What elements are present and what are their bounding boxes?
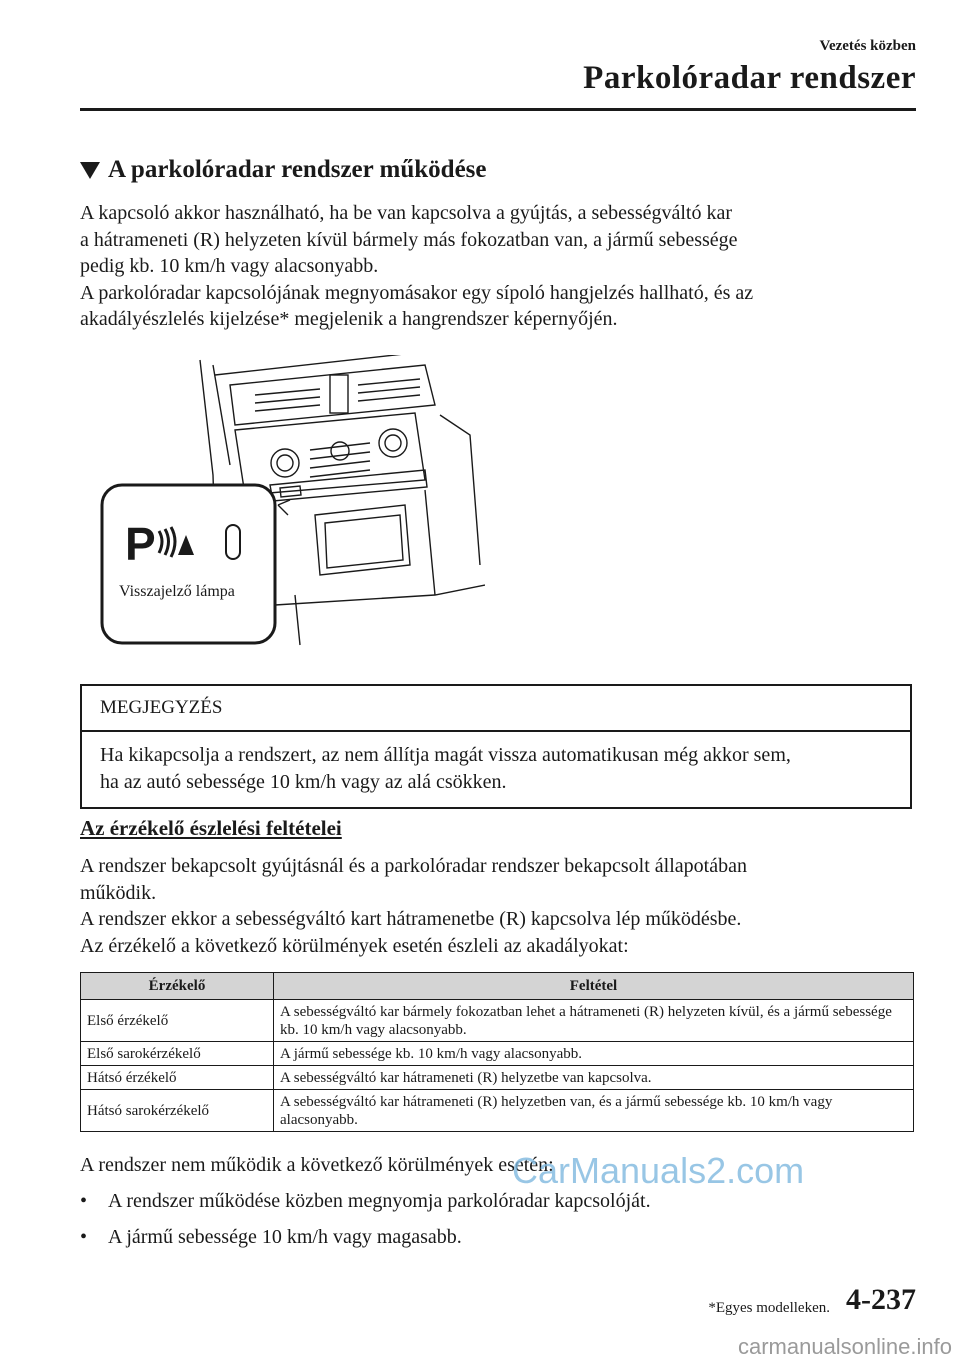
conditions-line: működik. — [80, 881, 157, 904]
indicator-lamp-label: Visszajelző lámpa — [119, 583, 235, 600]
header-section: Vezetés közben — [819, 38, 916, 54]
note-line: Ha kikapcsolja a rendszert, az nem állítja magát vissza automatikusan még akkor sem, — [100, 744, 791, 766]
conditions-line: A rendszer bekapcsolt gyújtásnál és a parkolóradar rendszer bekapcsolt állapotában — [80, 855, 747, 877]
section-title — [80, 156, 487, 184]
table-header-cell: Feltétel — [274, 973, 914, 1000]
intro-line: a hátrameneti (R) helyzeten kívül bármely más fokozatban van, a jármű sebessége — [80, 228, 738, 251]
not-working-intro: A rendszer nem működik a következő körülmények esetén: — [80, 1154, 554, 1176]
condition-cell: A sebességváltó kar hátrameneti (R) helyzetben van, és a jármű sebessége kb. 10 km/h vagy alacsonyabb. — [274, 1090, 914, 1132]
note-heading: MEGJEGYZÉS — [82, 686, 910, 732]
sensor-cell: Első érzékelő — [81, 1000, 274, 1042]
table-row — [81, 1090, 914, 1132]
footer-watermark: carmanualsonline.info — [737, 1334, 952, 1359]
note-box — [80, 684, 912, 809]
footnote: *Egyes modelleken. — [708, 1300, 830, 1316]
header-rule — [80, 108, 916, 111]
header-title: Parkolóradar rendszer — [583, 60, 916, 96]
intro-paragraph — [80, 200, 910, 333]
bullet-dot-icon: • — [80, 1225, 88, 1248]
conditions-line: Az érzékelő a következő körülmények esetén észleli az akadályokat: — [80, 934, 629, 957]
triangle-bullet-icon — [80, 162, 100, 179]
page-number: 4-237 — [846, 1283, 916, 1316]
bullet-dot-icon: • — [80, 1190, 88, 1212]
watermark: CarManuals2.com — [512, 1150, 805, 1191]
section-title-text: A parkolóradar rendszer működése — [108, 156, 487, 183]
list-item-text: A jármű sebessége 10 km/h vagy magasabb. — [108, 1225, 462, 1248]
intro-line: A parkolóradar kapcsolójának megnyomásakor egy sípoló hangjelzés hallható, és az — [80, 281, 754, 304]
sensor-cell: Hátsó sarokérzékelő — [81, 1090, 274, 1132]
intro-line: akadályészlelés kijelzése* megjelenik a hangrendszer képernyőjén. — [80, 308, 618, 330]
intro-line: pedig kb. 10 km/h vagy alacsonyabb. — [80, 255, 379, 277]
bullet-list — [80, 1188, 651, 1259]
table-header-row — [81, 973, 914, 1000]
condition-cell: A sebességváltó kar hátrameneti (R) helyzetbe van kapcsolva. — [274, 1066, 914, 1090]
list-item — [80, 1224, 651, 1251]
condition-cell: A jármű sebessége kb. 10 km/h vagy alacsonyabb. — [274, 1042, 914, 1066]
conditions-line: A rendszer ekkor a sebességváltó kart hátramenetbe (R) kapcsolva lép működésbe. — [80, 908, 742, 930]
subheading: Az érzékelő észlelési feltételei — [80, 816, 342, 840]
svg-text:P: P — [125, 518, 156, 570]
intro-line: A kapcsoló akkor használható, ha be van kapcsolva a gyújtás, a sebességváltó kar — [80, 202, 733, 224]
table-row — [81, 1000, 914, 1042]
sensor-cell: Hátsó érzékelő — [81, 1066, 274, 1090]
sensor-conditions-table — [80, 972, 914, 1132]
note-body — [82, 732, 910, 807]
list-item-text: A rendszer működése közben megnyomja parkolóradar kapcsolóját. — [108, 1190, 651, 1212]
table-header-cell: Érzékelő — [81, 973, 274, 1000]
sensor-cell: Első sarokérzékelő — [81, 1042, 274, 1066]
conditions-paragraph — [80, 853, 910, 959]
condition-cell: A sebességváltó kar bármely fokozatban lehet a hátrameneti (R) helyzeten kívül, és a jármű sebessége kb. 10 km/h vagy alacsonyabb. — [274, 1000, 914, 1042]
table-row — [81, 1042, 914, 1066]
dashboard-illustration — [95, 355, 485, 655]
table-row — [81, 1066, 914, 1090]
note-line: ha az autó sebessége 10 km/h vagy az alá csökken. — [100, 770, 507, 793]
dashboard-drawing — [95, 355, 485, 655]
